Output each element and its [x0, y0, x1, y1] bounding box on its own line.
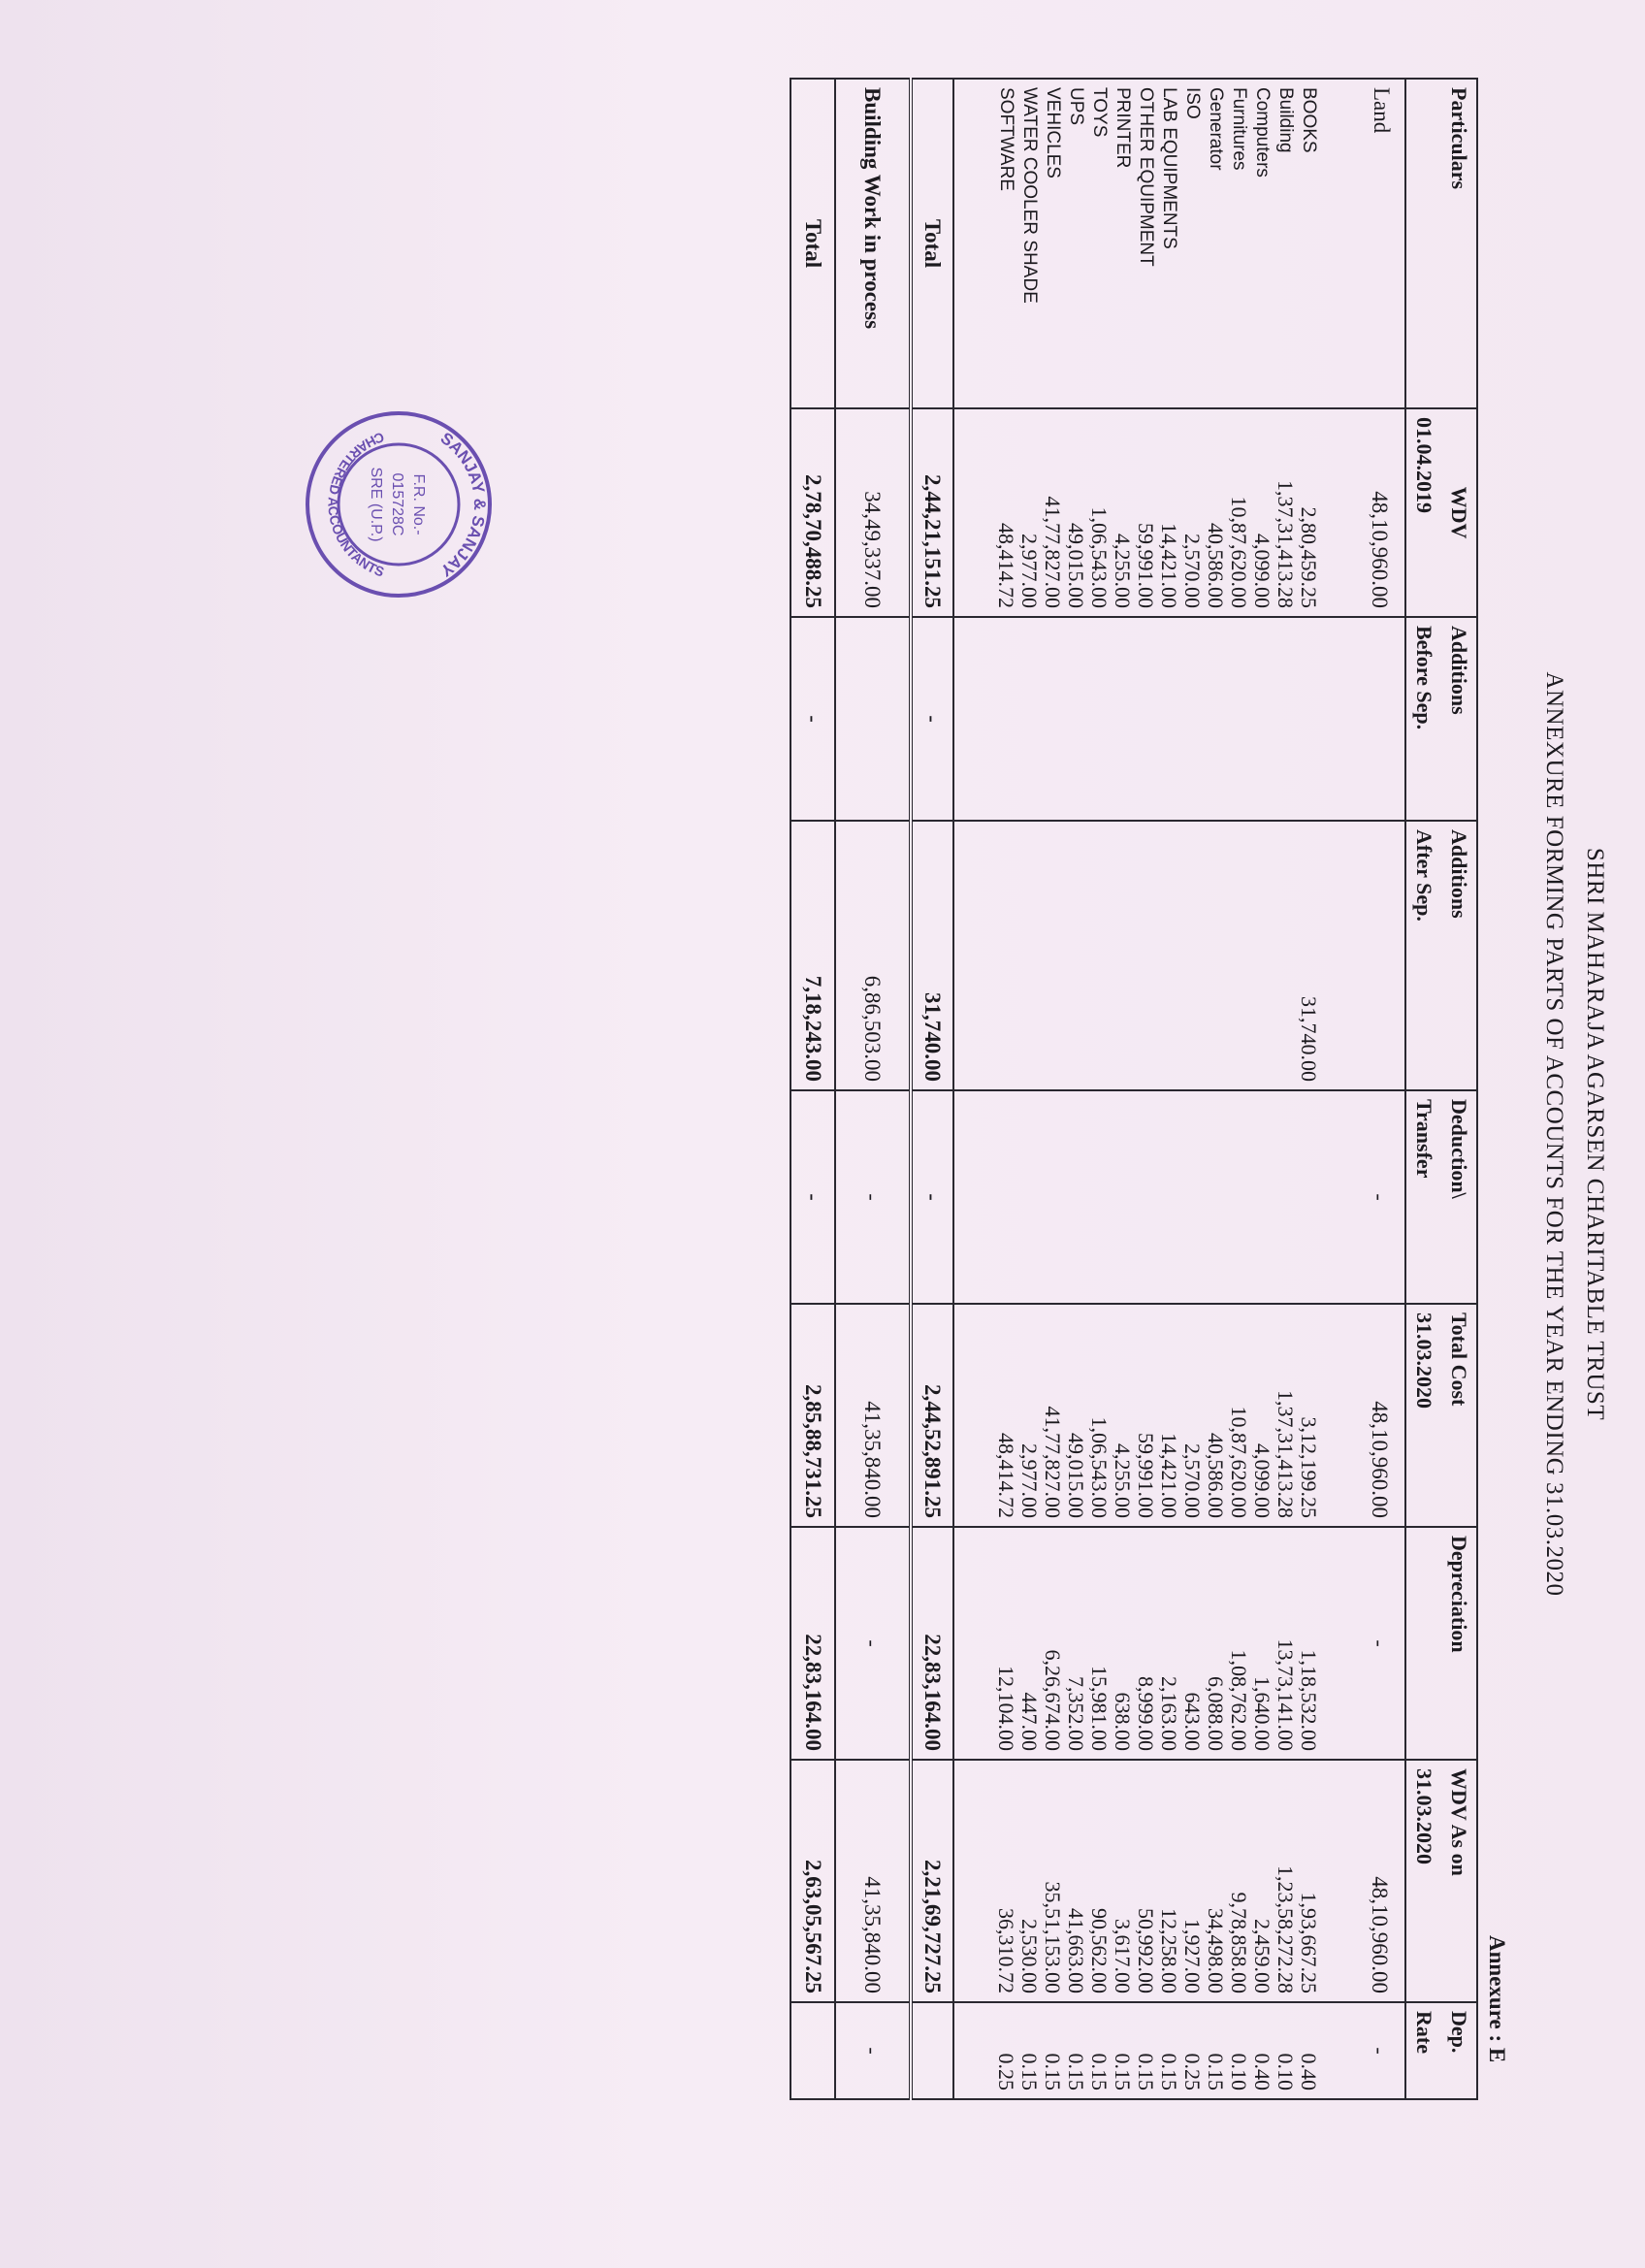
cell: [1134, 821, 1157, 1090]
table-row-printer: [1111, 79, 1134, 2099]
cell: 4,255.00: [1111, 408, 1134, 617]
chartered-accountants-seal: [302, 407, 496, 601]
table-row-other-equipment: [1134, 79, 1157, 2099]
cell: 10,87,620.00: [1227, 408, 1250, 617]
cell: -: [835, 1090, 911, 1304]
cell: [1250, 617, 1274, 821]
cell: 1,18,532.00: [1297, 1527, 1320, 1760]
cell: [1064, 821, 1087, 1090]
cell: [1250, 821, 1274, 1090]
cell: 31,740.00: [1297, 821, 1320, 1090]
table-row-iso: [1180, 79, 1204, 2099]
col-particulars: Particulars: [1441, 79, 1477, 408]
col-dep-rate-sub: Rate: [1405, 2002, 1441, 2099]
cell: 49,015.00: [1064, 1304, 1087, 1527]
cell: Total: [911, 79, 953, 408]
cell: 41,663.00: [1064, 1760, 1087, 2002]
cell: 4,255.00: [1111, 1304, 1134, 1527]
table-row-furnitures: [1227, 79, 1250, 2099]
cell: [1274, 617, 1297, 821]
cell: [1157, 1090, 1180, 1304]
header-row-1: [1441, 79, 1477, 2099]
cell: [1017, 1090, 1041, 1304]
table-row-lab-equipments: [1157, 79, 1180, 2099]
header-row-2: [1405, 79, 1441, 2099]
cell: 638.00: [1111, 1527, 1134, 1760]
cell: 4,099.00: [1250, 1304, 1274, 1527]
col-deduction-sub: Transfer: [1405, 1090, 1441, 1304]
cell: Computers: [1250, 79, 1274, 408]
cell: [1017, 821, 1041, 1090]
table-row-subtotal: [911, 79, 953, 2099]
table-row-building-wip: [835, 79, 911, 2099]
cell: 2,44,21,151.25: [911, 408, 953, 617]
cell: Total: [790, 79, 835, 408]
cell: 50,992.00: [1134, 1760, 1157, 2002]
cell: 12,104.00: [994, 1527, 1017, 1760]
cell: -: [1347, 2002, 1405, 2099]
seal-frn-label: F.R. No.-: [410, 473, 427, 535]
cell: 15,981.00: [1087, 1527, 1111, 1760]
cell: 1,37,31,413.28: [1274, 1304, 1297, 1527]
cell: 41,35,840.00: [835, 1304, 911, 1527]
cell: [1204, 821, 1227, 1090]
cell: 22,83,164.00: [911, 1527, 953, 1760]
table-row-generator: [1204, 79, 1227, 2099]
cell: 40,586.00: [1204, 1304, 1227, 1527]
cell: 2,85,88,731.25: [790, 1304, 835, 1527]
cell: 59,991.00: [1134, 1304, 1157, 1527]
cell: -: [790, 1090, 835, 1304]
col-wdv-as-on-sub: 31.03.2020: [1405, 1760, 1441, 2002]
cell: 2,459.00: [1250, 1760, 1274, 2002]
cell: [790, 2002, 835, 2099]
cell: 0.10: [1227, 2002, 1250, 2099]
cell: VEHICLES: [1041, 79, 1064, 408]
cell: [1017, 617, 1041, 821]
cell: TOYS: [1087, 79, 1111, 408]
cell: 2,63,05,567.25: [790, 1760, 835, 2002]
col-dep-rate: Dep.: [1441, 2002, 1477, 2099]
cell: 1,23,58,272.28: [1274, 1760, 1297, 2002]
cell: 0.15: [1111, 2002, 1134, 2099]
cell: 0.15: [1134, 2002, 1157, 2099]
cell: [1274, 1090, 1297, 1304]
cell: [911, 2002, 953, 2099]
cell: 2,530.00: [1017, 1760, 1041, 2002]
cell: 2,570.00: [1180, 1304, 1204, 1527]
cell: 14,421.00: [1157, 408, 1180, 617]
cell: [1204, 617, 1227, 821]
fixed-assets-table: [790, 78, 1478, 2100]
cell: 48,10,960.00: [1347, 408, 1405, 617]
cell: 12,258.00: [1157, 1760, 1180, 2002]
cell: 2,570.00: [1180, 408, 1204, 617]
cell: [1180, 617, 1204, 821]
cell: [1134, 617, 1157, 821]
cell: -: [835, 2002, 911, 2099]
seal-firm-name: SANJAY & SANJAY: [436, 428, 490, 581]
annexure-label: Annexure : E: [1485, 1935, 1509, 2063]
cell: [994, 1090, 1017, 1304]
cell: 2,977.00: [1017, 1304, 1041, 1527]
col-wdv-sub: 01.04.2019: [1405, 408, 1441, 617]
cell: 1,37,31,413.28: [1274, 408, 1297, 617]
cell: 90,562.00: [1087, 1760, 1111, 2002]
cell: 8,999.00: [1134, 1527, 1157, 1760]
cell: 48,414.72: [994, 408, 1017, 617]
table-row-water-cooler-shade: [1017, 79, 1041, 2099]
cell: BOOKS: [1297, 79, 1320, 408]
cell: [1087, 821, 1111, 1090]
table-row-ups: [1064, 79, 1087, 2099]
col-additions-after: Additions: [1441, 821, 1477, 1090]
cell: -: [1347, 1090, 1405, 1304]
cell: 34,49,337.00: [835, 408, 911, 617]
cell: 1,640.00: [1250, 1527, 1274, 1760]
cell: [1274, 821, 1297, 1090]
cell: OTHER EQUIPMENT: [1134, 79, 1157, 408]
col-additions-after-sub: After Sep.: [1405, 821, 1441, 1090]
cell: [1157, 821, 1180, 1090]
cell: Building Work in process: [835, 79, 911, 408]
cell: 0.15: [1064, 2002, 1087, 2099]
cell: [1347, 821, 1405, 1090]
cell: -: [835, 1527, 911, 1760]
cell: 48,414.72: [994, 1304, 1017, 1527]
seal-frn-number: 015728C: [389, 472, 405, 536]
col-deduction: Deduction\: [1441, 1090, 1477, 1304]
cell: [994, 821, 1017, 1090]
spacer-row: [1320, 79, 1347, 2099]
cell: 2,44,52,891.25: [911, 1304, 953, 1527]
cell: -: [911, 1090, 953, 1304]
seal-bottom-text: CHARTERED ACCOUNTANTS: [325, 429, 387, 580]
cell: 34,498.00: [1204, 1760, 1227, 2002]
cell: [1041, 617, 1064, 821]
cell: 2,163.00: [1157, 1527, 1180, 1760]
cell: [1087, 1090, 1111, 1304]
cell: 41,35,840.00: [835, 1760, 911, 2002]
cell: ISO: [1180, 79, 1204, 408]
cell: 6,088.00: [1204, 1527, 1227, 1760]
cell: [1134, 1090, 1157, 1304]
cell: 14,421.00: [1157, 1304, 1180, 1527]
cell: 59,991.00: [1134, 408, 1157, 617]
cell: 2,80,459.25: [1297, 408, 1320, 617]
cell: [1180, 1090, 1204, 1304]
table-row-toys: [1087, 79, 1111, 2099]
cell: 2,977.00: [1017, 408, 1041, 617]
cell: [1227, 821, 1250, 1090]
cell: Building: [1274, 79, 1297, 408]
cell: LAB EQUIPMENTS: [1157, 79, 1180, 408]
cell: [1227, 1090, 1250, 1304]
cell: SOFTWARE: [994, 79, 1017, 408]
trust-name: SHRI MAHARAJA AGARSEN CHARITABLE TRUST: [1582, 847, 1608, 1421]
cell: [994, 617, 1017, 821]
cell: 1,06,543.00: [1087, 408, 1111, 617]
cell: Furnitures: [1227, 79, 1250, 408]
cell: 1,06,543.00: [1087, 1304, 1111, 1527]
cell: -: [911, 617, 953, 821]
cell: 0.15: [1017, 2002, 1041, 2099]
cell: 13,73,141.00: [1274, 1527, 1297, 1760]
col-total-cost: Total Cost: [1441, 1304, 1477, 1527]
cell: [1111, 821, 1134, 1090]
col-wdv-as-on: WDV As on: [1441, 1760, 1477, 2002]
cell: [1087, 617, 1111, 821]
cell: [1227, 617, 1250, 821]
cell: [1204, 1090, 1227, 1304]
cell: [1250, 1090, 1274, 1304]
col-depreciation: Depreciation: [1441, 1527, 1477, 1760]
cell: [1111, 1090, 1134, 1304]
cell: 0.15: [1087, 2002, 1111, 2099]
table-row-software: [994, 79, 1017, 2099]
table-row-building: [1274, 79, 1297, 2099]
table-row-grand-total: [790, 79, 835, 2099]
col-depreciation-sub: [1405, 1527, 1441, 1760]
cell: 447.00: [1017, 1527, 1041, 1760]
cell: 3,12,199.25: [1297, 1304, 1320, 1527]
cell: 9,78,858.00: [1227, 1760, 1250, 2002]
spacer-row: [953, 79, 994, 2099]
col-additions-before-sub: Before Sep.: [1405, 617, 1441, 821]
cell: [1111, 617, 1134, 821]
cell: 48,10,960.00: [1347, 1304, 1405, 1527]
cell: 2,78,70,488.25: [790, 408, 835, 617]
cell: 6,86,503.00: [835, 821, 911, 1090]
cell: 1,927.00: [1180, 1760, 1204, 2002]
cell: 35,51,153.00: [1041, 1760, 1064, 2002]
col-additions-before: Additions: [1441, 617, 1477, 821]
cell: 3,617.00: [1111, 1760, 1134, 2002]
cell: 2,21,69,727.25: [911, 1760, 953, 2002]
cell: 36,310.72: [994, 1760, 1017, 2002]
cell: 0.25: [1180, 2002, 1204, 2099]
col-particulars-sub: [1405, 79, 1441, 408]
cell: 643.00: [1180, 1527, 1204, 1760]
cell: [835, 617, 911, 821]
col-total-cost-sub: 31.03.2020: [1405, 1304, 1441, 1527]
table-row-computers: [1250, 79, 1274, 2099]
cell: 4,099.00: [1250, 408, 1274, 617]
cell: -: [1347, 1527, 1405, 1760]
cell: 0.15: [1204, 2002, 1227, 2099]
annexure-subtitle: ANNEXURE FORMING PARTS OF ACCOUNTS FOR THE YEAR ENDING 31.03.2020: [1541, 671, 1567, 1597]
cell: Generator: [1204, 79, 1227, 408]
cell: 7,18,243.00: [790, 821, 835, 1090]
cell: 10,87,620.00: [1227, 1304, 1250, 1527]
table-row-land: [1347, 79, 1405, 2099]
svg-text:SANJAY & SANJAY: [436, 429, 489, 580]
cell: 40,586.00: [1204, 408, 1227, 617]
cell: 49,015.00: [1064, 408, 1087, 617]
cell: [1064, 617, 1087, 821]
cell: 0.15: [1157, 2002, 1180, 2099]
cell: 0.40: [1250, 2002, 1274, 2099]
cell: 22,83,164.00: [790, 1527, 835, 1760]
cell: UPS: [1064, 79, 1087, 408]
cell: 1,93,667.25: [1297, 1760, 1320, 2002]
table-row-books: [1297, 79, 1320, 2099]
cell: 7,352.00: [1064, 1527, 1087, 1760]
cell: 0.40: [1297, 2002, 1320, 2099]
cell: [1180, 821, 1204, 1090]
cell: [1157, 617, 1180, 821]
cell: 0.25: [994, 2002, 1017, 2099]
cell: 31,740.00: [911, 821, 953, 1090]
seal-city: SRE (U.P.): [368, 467, 384, 542]
table-row-vehicles: [1041, 79, 1064, 2099]
cell: 0.10: [1274, 2002, 1297, 2099]
cell: Land: [1347, 79, 1405, 408]
cell: [1297, 1090, 1320, 1304]
cell: [1041, 1090, 1064, 1304]
cell: PRINTER: [1111, 79, 1134, 408]
cell: 0.15: [1041, 2002, 1064, 2099]
cell: 6,26,674.00: [1041, 1527, 1064, 1760]
cell: 48,10,960.00: [1347, 1760, 1405, 2002]
cell: -: [790, 617, 835, 821]
cell: [1041, 821, 1064, 1090]
cell: [1297, 617, 1320, 821]
cell: [1347, 617, 1405, 821]
cell: WATER COOLER SHADE: [1017, 79, 1041, 408]
cell: [1064, 1090, 1087, 1304]
cell: 1,08,762.00: [1227, 1527, 1250, 1760]
col-wdv: WDV: [1441, 408, 1477, 617]
cell: 41,77,827.00: [1041, 408, 1064, 617]
cell: 41,77,827.00: [1041, 1304, 1064, 1527]
